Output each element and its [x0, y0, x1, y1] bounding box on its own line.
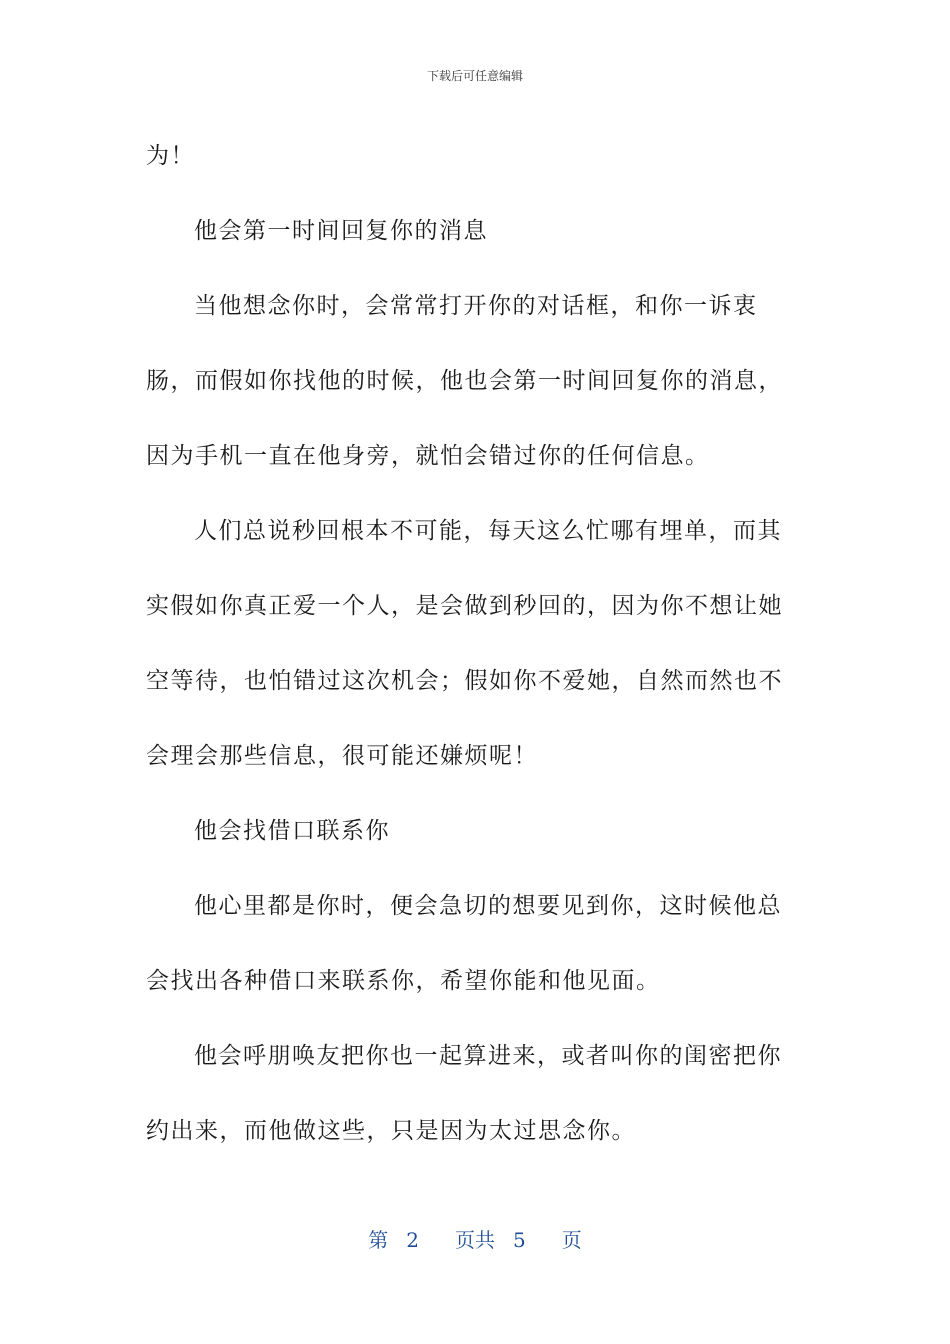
page-label-prefix: 第 [368, 1228, 389, 1252]
current-page-number: 2 [406, 1228, 419, 1252]
total-pages-number: 5 [513, 1228, 526, 1252]
paragraph-reply-detail: 当他想念你时，会常常打开你的对话框，和你一诉衷肠，而假如你找他的时候，他也会第一时间回复你的消息，因为手机一直在他身旁，就怕会错过你的任何信息。 [146, 293, 783, 469]
document-body [146, 119, 806, 1169]
paragraph-instant-reply: 人们总说秒回根本不可能，每天这么忙哪有埋单，而其实假如你真正爱一个人，是会做到秒回的，因为你不想让她空等待，也怕错过这次机会；假如你不爱她，自然而然也不会理会那些信息，很可能还嫌烦呢！ [146, 518, 783, 769]
paragraph-friends: 他会呼朋唤友把你也一起算进来，或者叫你的闺密把你约出来，而他做这些，只是因为太过思念你。 [146, 1043, 782, 1144]
paragraph-excuse-detail: 他心里都是你时，便会急切的想要见到你，这时候他总会找出各种借口来联系你，希望你能和他见面。 [146, 893, 782, 994]
page-label-suffix: 页 [561, 1228, 582, 1252]
page-number-footer [0, 1224, 950, 1253]
paragraph-continuation: 为！ [146, 143, 195, 169]
page-header-note: 下载后可任意编辑 [426, 69, 523, 83]
page-label-mid: 页共 [455, 1228, 495, 1252]
section-heading-reply: 他会第一时间回复你的消息 [194, 218, 488, 244]
section-heading-excuse: 他会找借口联系你 [194, 818, 390, 844]
